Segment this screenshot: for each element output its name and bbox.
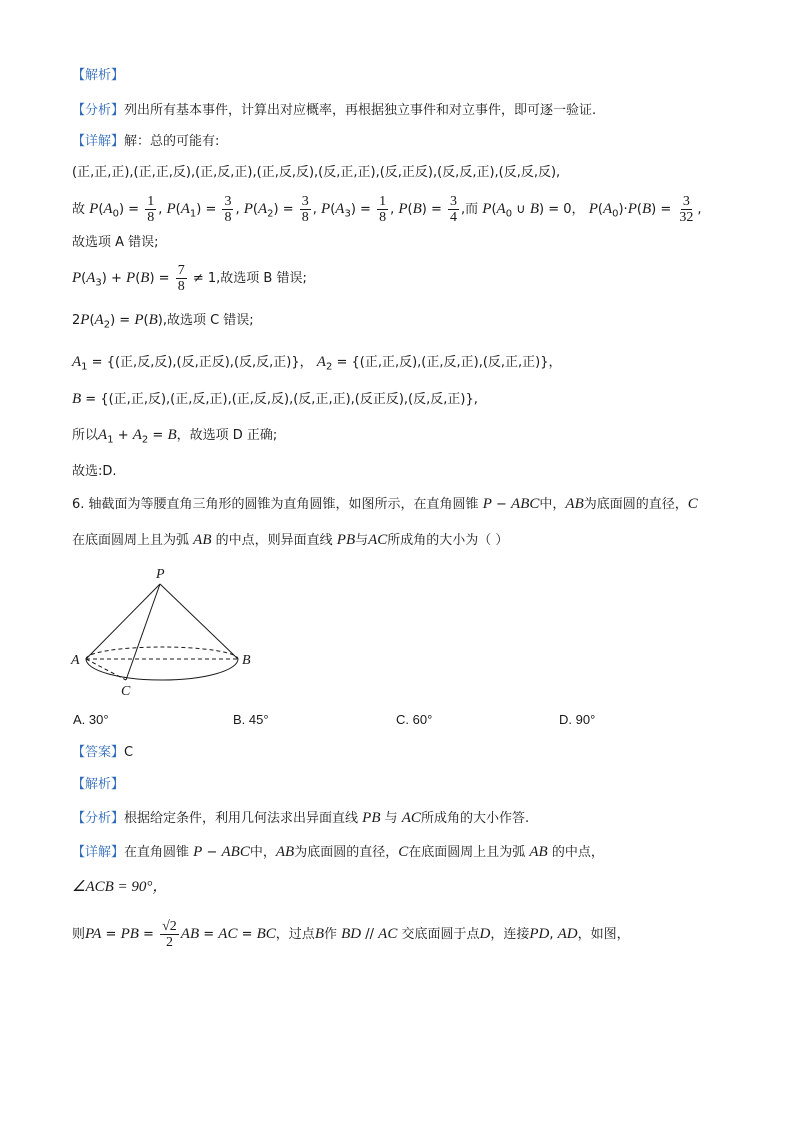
option-b-conclusion: $P(A_3) + P(B)$ = $\frac{7}{8}$ ≠ 1,故选项 B 错误;: [72, 263, 307, 294]
analysis-note: 【分析】列出所有基本事件，计算出对应概率，再根据独立事件和对立事件，即可逐一验证.: [72, 103, 597, 118]
option-d: D. 90°: [559, 712, 596, 727]
option-c-conclusion: $2P(A_2) = P(B)$,故选项 C 错误;: [72, 312, 254, 331]
label-p: P: [156, 567, 165, 582]
base-front-arc: [86, 659, 238, 680]
set-b: B = {(正,正,反),(正,反,正),(正,反,反),(反,正,正),(反正反),(反,反,正)},: [72, 391, 478, 407]
probability-line: 故 $P(A_0)$ = $\frac{1}{8}$ , $P(A_1)$ = $\frac{3}{8}$ , $P(A_2)$ = $\frac{3}{8}$ , $P(A_3)$ = $\frac{1}{8}$ , P(B) = $\frac{3}{4}$ ,而 $P(A_0$ ∪ B) = 0， $P(A_0)\cdot P(B)$ = $\frac{3}{32}$ ,: [72, 194, 702, 225]
option-c: C. 60°: [396, 712, 433, 727]
edge-pc: [126, 584, 160, 680]
cone-figure: [66, 562, 266, 702]
final-choice: 故选:D.: [72, 464, 117, 479]
detailed-solution-intro: 【详解】解：总的可能有:: [72, 134, 220, 149]
option-b: B. 45°: [233, 712, 269, 727]
detailed-solution-2: 【详解】在直角圆锥 P − ABC中，AB为底面圆的直径，C在底面圆周上且为弧 AB 的中点，: [72, 844, 604, 860]
question-6-line-2: 在底面圆周上且为弧 AB 的中点，则异面直线 PB与AC所成角的大小为（ ）: [72, 532, 509, 548]
edge-pa: [86, 584, 160, 659]
question-6-line-1: 6. 轴截面为等腰直角三角形的圆锥为直角圆锥，如图所示，在直角圆锥 P − ABC中，AB为底面圆的直径，C: [72, 496, 698, 512]
analysis-heading: 【解析】: [72, 68, 125, 83]
event-list: (正,正,正),(正,正,反),(正,反,正),(正,反,反),(反,正,正),(反,正反),(反,反,正),(反,反,反),: [72, 165, 561, 180]
edge-pb: [160, 584, 238, 659]
analysis-note-2: 【分析】根据给定条件，利用几何法求出异面直线 PB 与 AC所成角的大小作答.: [72, 810, 530, 826]
base-back-arc: [86, 647, 238, 659]
chord-ac: [86, 659, 126, 680]
answer-line: 【答案】C: [72, 745, 134, 760]
label-c: C: [121, 684, 131, 699]
sets-a1-a2: $A_1$ = {(正,反,反),(反,正反),(反,反,正)}， $A_2$ = {(正,正,反),(正,反,正),(反,正,正)}，: [72, 354, 562, 373]
angle-acb: ∠ACB = 90°，: [72, 879, 168, 895]
option-a: A. 30°: [73, 712, 109, 727]
option-d-conclusion: 所以$A_1 + A_2 = B$，故选项 D 正确;: [72, 427, 278, 446]
label-a: A: [71, 653, 80, 668]
analysis-heading-2: 【解析】: [72, 777, 125, 792]
length-relation-line: 则PA = PB = $\frac{√2}{2}$ AB = AC = BC，过点B作 BD // AC 交底面圆于点D，连接PD, AD，如图，: [72, 919, 630, 950]
option-a-conclusion: 故选项 A 错误;: [72, 235, 159, 250]
label-b: B: [242, 653, 251, 668]
